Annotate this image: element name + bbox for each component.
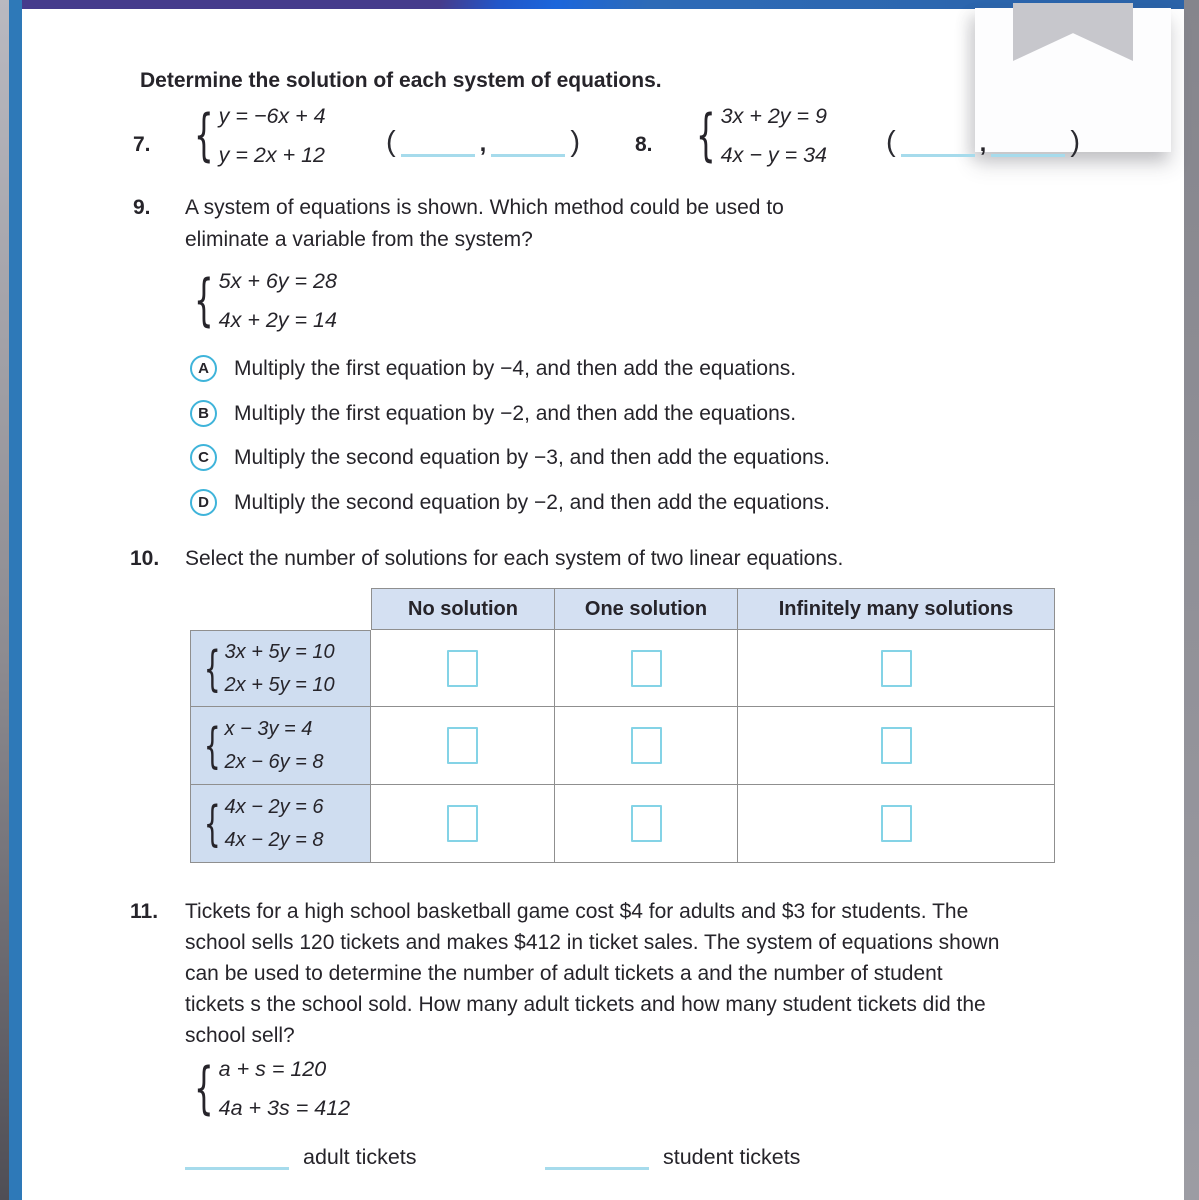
answer-line-x[interactable] [901,137,975,157]
problem-11-line4: tickets s the school sold. How many adult tickets and how many student tickets did the [185,993,986,1016]
choice-b-circle[interactable]: B [190,400,217,427]
cell-r1-no-solution[interactable] [371,630,555,707]
problem-11-system [186,1050,350,1128]
solution-checkbox[interactable] [447,727,478,764]
solution-checkbox[interactable] [447,805,478,842]
brace-icon: { [203,795,221,852]
equation-line: 4x − y = 34 [720,143,828,167]
brace-icon: { [203,717,221,774]
choice-d-text: Multiply the second equation by −2, and then add the equations. [234,490,831,514]
equation-line: 2x + 5y = 10 [224,673,335,696]
adult-tickets-label: adult tickets [303,1145,417,1169]
problem-7-number: 7. [133,133,151,156]
equation-line: 3x + 5y = 10 [224,640,335,663]
equation-line: 3x + 2y = 9 [720,104,828,128]
student-tickets-answer[interactable] [545,1144,800,1170]
choice-c-text: Multiply the second equation by −3, and then add the equations. [234,445,831,469]
cell-r1-infinitely-many[interactable] [738,630,1055,707]
choice-b-text: Multiply the first equation by −2, and then add the equations. [234,401,797,425]
equation-line: 5x + 6y = 28 [218,269,337,293]
problem-11-number: 11. [130,900,159,923]
problem-11-line2: school sells 120 tickets and makes $412 in ticket sales. The system of equations shown [185,931,1000,954]
equation-line: 4x + 2y = 14 [218,308,337,332]
problem-7-system [186,97,326,175]
answer-line-x[interactable] [401,137,475,157]
solution-checkbox[interactable] [447,650,478,687]
left-outer-strip [0,0,9,1200]
equation-line: 4x − 2y = 8 [224,828,324,851]
solution-checkbox[interactable] [631,650,662,687]
instruction-text: Determine the solution of each system of equations. [140,69,662,92]
brace-icon: { [194,103,214,168]
problem-11-line1: Tickets for a high school basketball game cost $4 for adults and $3 for students. The [185,900,969,923]
cell-r2-no-solution[interactable] [371,707,555,785]
choice-a-text: Multiply the first equation by −4, and then add the equations. [234,356,797,380]
equation-line: 4a + 3s = 412 [218,1096,351,1120]
cell-r3-infinitely-many[interactable] [738,785,1055,863]
solution-checkbox[interactable] [881,650,912,687]
solution-checkbox[interactable] [881,805,912,842]
student-tickets-label: student tickets [663,1145,801,1169]
cell-r2-one-solution[interactable] [555,707,738,785]
column-header-one-solution: One solution [555,588,738,630]
choice-d-circle[interactable]: D [190,489,217,516]
solution-checkbox[interactable] [631,727,662,764]
brace-icon: { [194,268,214,333]
answer-line-y[interactable] [491,137,565,157]
brace-icon: { [194,1056,214,1121]
choice-d[interactable] [190,489,830,516]
close-paren: ) [570,126,581,158]
choice-c-circle[interactable]: C [190,444,217,471]
brace-icon: { [696,103,716,168]
open-paren: ( [386,126,396,158]
adult-tickets-answer[interactable] [185,1144,417,1170]
problem-8-number: 8. [635,133,653,156]
column-header-infinitely-many: Infinitely many solutions [738,588,1055,630]
problem-11-line3: can be used to determine the number of adult tickets a and the number of student [185,962,943,985]
row-label-system-2 [190,707,371,785]
comma: , [979,130,987,157]
problem-7-answer-blank[interactable] [386,127,580,157]
solution-checkbox[interactable] [881,727,912,764]
problem-10-number: 10. [130,547,160,570]
problem-10-prompt: Select the number of solutions for each system of two linear equations. [185,547,844,570]
solution-checkbox[interactable] [631,805,662,842]
problem-9-system [186,262,337,340]
problem-8-system [688,97,827,175]
equation-line: 2x − 6y = 8 [224,750,324,773]
row-label-system-1 [190,630,371,707]
cell-r3-one-solution[interactable] [555,785,738,863]
choice-b[interactable] [190,400,796,427]
open-paren: ( [886,126,896,158]
choice-a-circle[interactable]: A [190,355,217,382]
equation-line: x − 3y = 4 [224,717,313,740]
problem-9-prompt-line2: eliminate a variable from the system? [185,228,533,251]
problem-9-number: 9. [133,196,151,219]
answer-line-y[interactable] [991,137,1065,157]
comma: , [479,130,487,157]
choice-c[interactable] [190,444,830,471]
problem-8-answer-blank[interactable] [886,127,1080,157]
cell-r2-infinitely-many[interactable] [738,707,1055,785]
solutions-table [190,588,1055,863]
left-blue-strip [9,0,22,1200]
equation-line: y = −6x + 4 [218,104,326,128]
equation-line: 4x − 2y = 6 [224,795,324,818]
close-paren: ) [1070,126,1081,158]
student-tickets-blank[interactable] [545,1148,649,1170]
cell-r3-no-solution[interactable] [371,785,555,863]
cell-r1-one-solution[interactable] [555,630,738,707]
column-header-no-solution: No solution [371,588,555,630]
adult-tickets-blank[interactable] [185,1148,289,1170]
right-scroll-strip[interactable] [1184,0,1199,1200]
brace-icon: { [203,640,221,697]
row-label-system-3 [190,785,371,863]
equation-line: a + s = 120 [218,1057,327,1081]
problem-11-line5: school sell? [185,1024,295,1047]
equation-line: y = 2x + 12 [218,143,326,167]
choice-a[interactable] [190,355,796,382]
table-corner-cell [190,588,371,630]
problem-9-prompt-line1: A system of equations is shown. Which method could be used to [185,196,784,219]
